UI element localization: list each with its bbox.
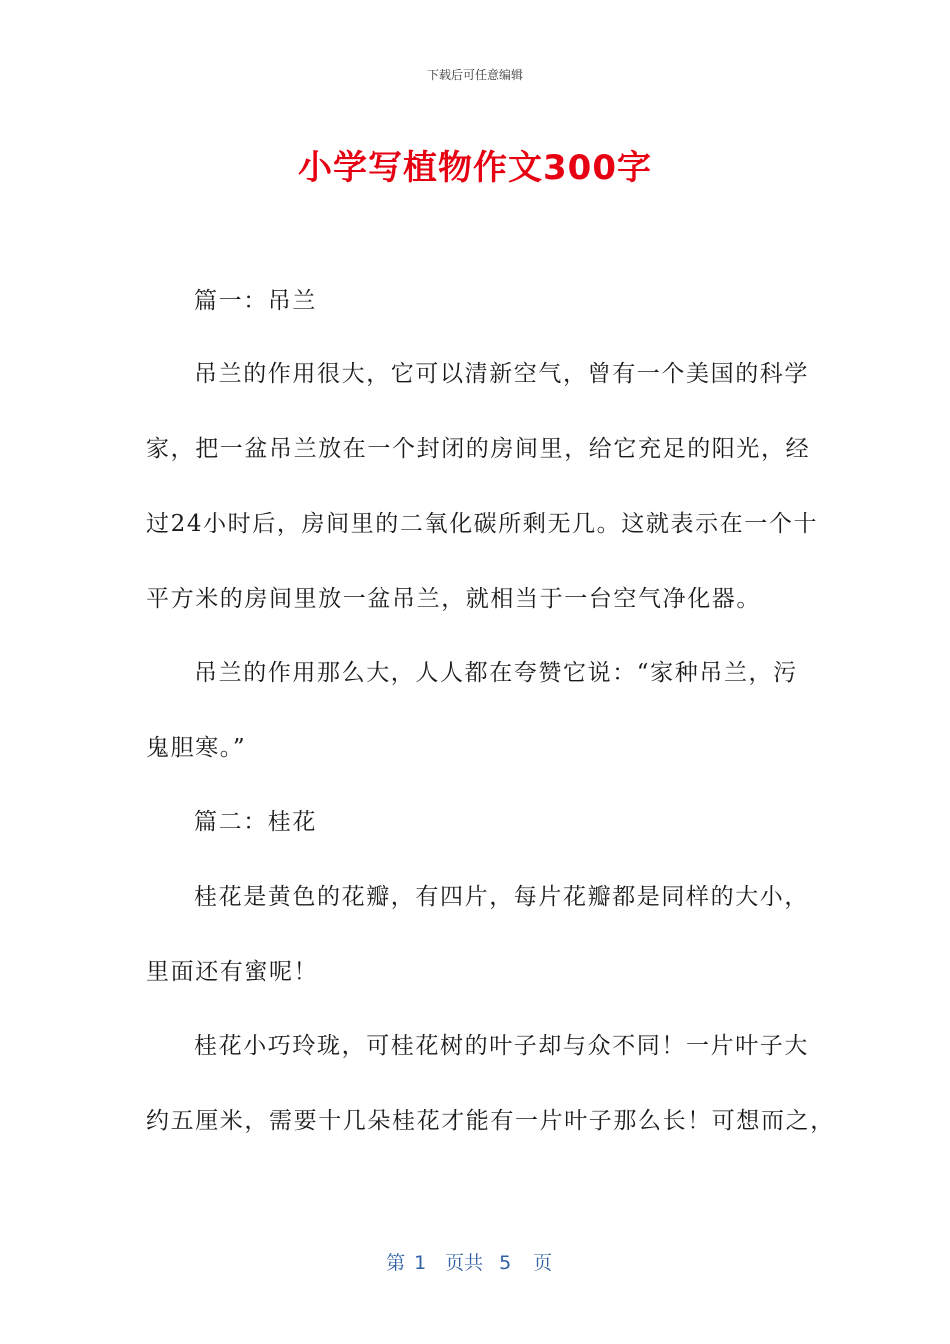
- paragraph-line: 鬼胆寒。”: [146, 735, 247, 761]
- footer-mid: 页共: [445, 1252, 484, 1274]
- current-page-number: 1: [414, 1252, 427, 1274]
- paragraph-line: 过24小时后，房间里的二氧化碳所剩无几。这就表示在一个十: [146, 511, 819, 537]
- footer-suffix: 页: [533, 1252, 553, 1274]
- page-number-footer: [374, 1226, 552, 1275]
- page-header-note: 下载后可任意编辑: [426, 68, 523, 82]
- paragraph-line: 桂花小巧玲珑，可桂花树的叶子却与众不同！一片叶子大: [194, 1033, 809, 1059]
- total-pages-number: 5: [499, 1252, 512, 1274]
- paragraph-line: 约五厘米，需要十几朵桂花才能有一片叶子那么长！可想而之，: [146, 1108, 835, 1134]
- paragraph-line: 桂花是黄色的花瓣，有四片，每片花瓣都是同样的大小，: [194, 884, 809, 910]
- paragraph-line: 吊兰的作用很大，它可以清新空气，曾有一个美国的科学: [194, 361, 809, 387]
- document-title: 小学写植物作文300字: [298, 148, 652, 188]
- paragraph-line: 吊兰的作用那么大，人人都在夸赞它说：“家种吊兰，污: [194, 660, 798, 686]
- section-heading-1: 篇一：吊兰: [194, 288, 317, 314]
- paragraph-line: 平方米的房间里放一盆吊兰，就相当于一台空气净化器。: [146, 586, 761, 612]
- paragraph-line: 里面还有蜜呢！: [146, 959, 319, 985]
- footer-prefix: 第: [386, 1252, 406, 1274]
- section-heading-2: 篇二：桂花: [194, 809, 317, 835]
- paragraph-line: 家，把一盆吊兰放在一个封闭的房间里，给它充足的阳光，经: [146, 436, 811, 462]
